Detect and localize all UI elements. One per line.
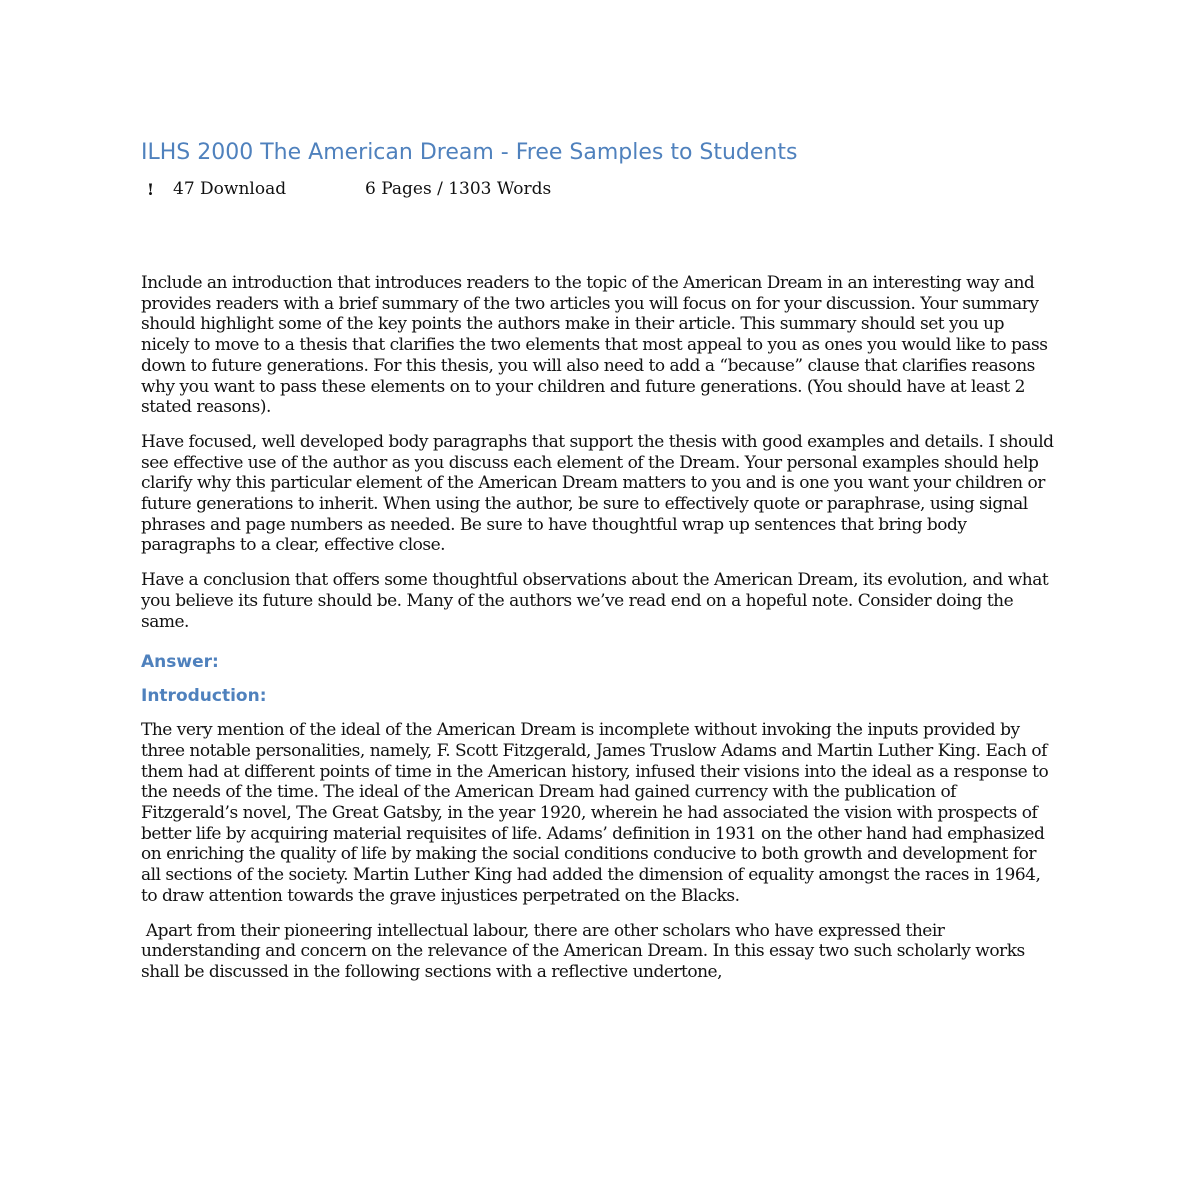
instruction-paragraph: Include an introduction that introduces readers to the topic of the American Dream in an interesting way and provides readers with a brief summary of the two articles you will focus on for your discussion. Your summary should highlight some of the key points the authors make in their article. This summary should set you up nicely to move to a thesis that clarifies the two elements that most appeal to you as ones you would like to pass down to future generations. For this thesis, you will also need to add a “because” clause that clarifies reasons why you want to pass these elements on to your children and future generations. (You should have at least 2 stated reasons). xyxy=(141,273,1048,418)
introduction-heading: Introduction: xyxy=(141,686,267,707)
intro-paragraph: The very mention of the ideal of the American Dream is incomplete without invoking the inputs provided by three notable personalities, namely, F. Scott Fitzgerald, James Truslow Adams and Martin Luther King. Each of them had at different points of time in the American history, infused their visions into the ideal as a response to the needs of the time. The ideal of the American Dream had gained currency with the publication of Fitzgerald’s novel, The Great Gatsby, in the year 1920, wherein he had associated the vision with prospects of better life by acquiring material requisites of life. Adams’ definition in 1931 on the other hand had emphasized on enriching the quality of life by making the social conditions conducive to both growth and development for all sections of the society. Martin Luther King had added the dimension of equality amongst the races in 1964, to draw attention towards the grave injustices perpetrated on the Blacks. xyxy=(141,720,1049,906)
document-title: ILHS 2000 The American Dream - Free Samples to Students xyxy=(141,140,798,165)
pages-words-count: 6 Pages / 1303 Words xyxy=(365,179,552,199)
document-meta xyxy=(141,179,1056,199)
download-icon[interactable]: ! xyxy=(147,179,155,199)
document-page xyxy=(141,140,1056,997)
download-count: 47 Download xyxy=(173,179,287,199)
instruction-paragraph: Have focused, well developed body paragraphs that support the thesis with good examples and details. I should see effective use of the author as you discuss each element of the Dream. Your personal examples should help clarify why this particular element of the American Dream matters to you and is one you want your children or future generations to inherit. When using the author, be sure to effectively quote or paraphrase, using signal phrases and page numbers as needed. Be sure to have thoughtful wrap up sentences that bring body paragraphs to a clear, effective close. xyxy=(141,431,1054,556)
instruction-paragraph: Have a conclusion that offers some thoughtful observations about the American Dream, its evolution, and what you believe its future should be. Many of the authors we’ve read end on a hopeful note. Consider doing the same. xyxy=(141,570,1049,632)
answer-heading: Answer: xyxy=(141,652,219,673)
intro-paragraph: Apart from their pioneering intellectual labour, there are other scholars who have expressed their understanding and concern on the relevance of the American Dream. In this essay two such scholarly works shall be discussed in the following sections with a reflective undertone, xyxy=(141,920,1030,982)
